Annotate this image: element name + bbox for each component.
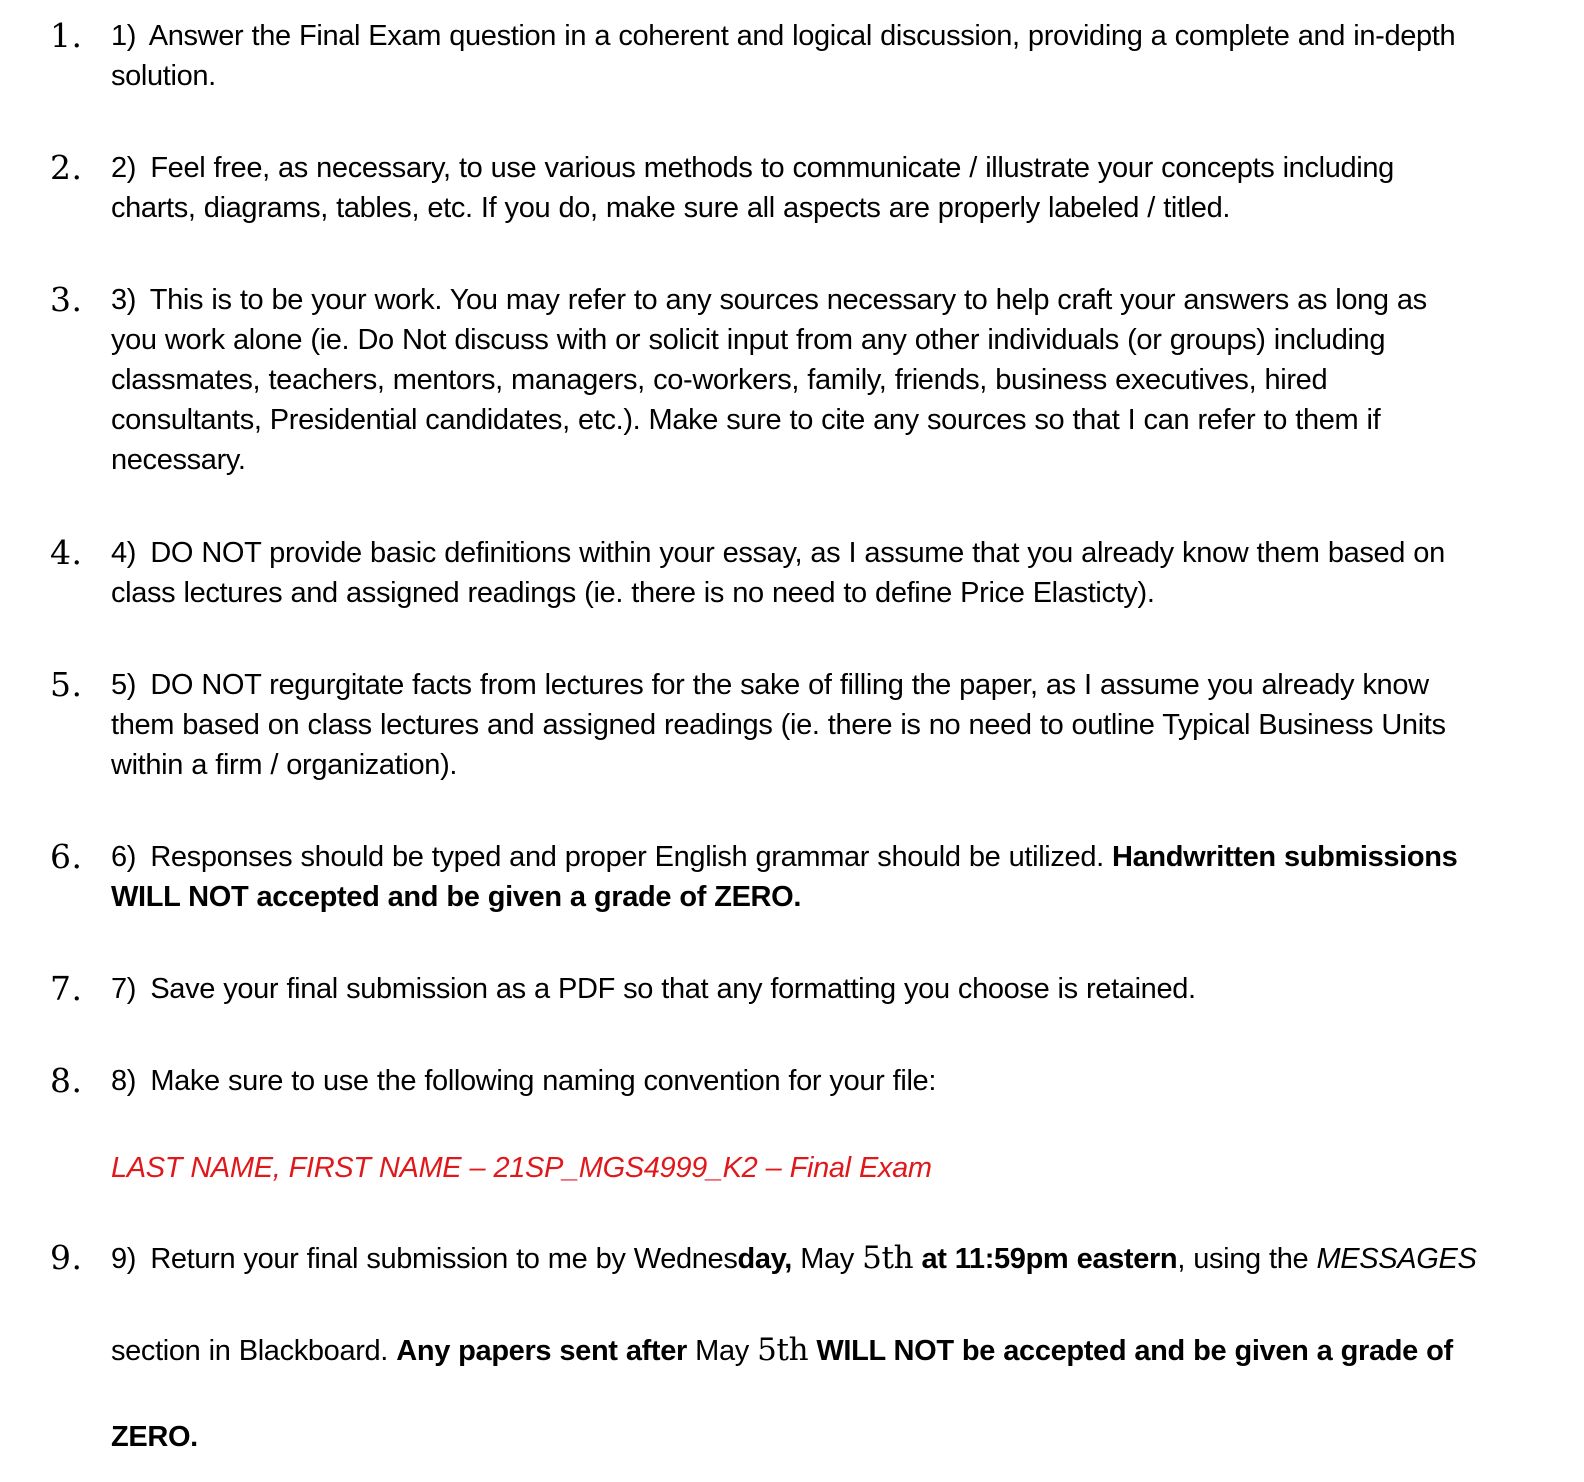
item-text	[111, 837, 1551, 917]
item-number: 9.	[50, 1238, 83, 1277]
item-9-line-2	[111, 1330, 1551, 1371]
file-naming-convention: LAST NAME, FIRST NAME – 21SP_MGS4999_K2 – Final Exam	[111, 1152, 932, 1184]
item-9-line-3: ZERO.	[111, 1421, 198, 1453]
item-line-bold: WILL NOT accepted and be given a grade of ZERO.	[111, 881, 802, 913]
item-text	[111, 969, 1551, 1009]
item-text-segment: , using the	[1177, 1243, 1317, 1275]
item-text	[111, 1061, 1551, 1101]
item-text	[111, 533, 1551, 613]
item-line: consultants, Presidential candidates, etc.). Make sure to cite any sources so that I can refer to them if	[111, 404, 1381, 436]
item-number: 7.	[50, 969, 83, 1008]
item-line: Feel free, as necessary, to use various methods to communicate / illustrate your concepts including	[150, 152, 1394, 184]
item-text	[111, 665, 1551, 785]
item-prefix: 6)	[111, 841, 137, 873]
item-line: DO NOT provide basic definitions within your essay, as I assume that you already know them based on	[150, 537, 1445, 569]
messages-section-name: MESSAGES	[1316, 1243, 1477, 1275]
item-number: 5.	[50, 665, 83, 704]
item-number: 2.	[50, 148, 83, 187]
item-line: class lectures and assigned readings (ie. there is no need to define Price Elasticty).	[111, 577, 1155, 609]
item-number: 6.	[50, 837, 83, 876]
item-number: 1.	[50, 16, 83, 55]
item-prefix: 4)	[111, 537, 137, 569]
item-text	[111, 148, 1551, 228]
item-number: 3.	[50, 280, 83, 319]
item-prefix: 9)	[111, 1243, 137, 1275]
item-line: solution.	[111, 60, 216, 92]
item-prefix: 7)	[111, 973, 137, 1005]
item-text-segment: May	[686, 1335, 758, 1367]
item-text-bold: day,	[737, 1243, 792, 1275]
item-line: Answer the Final Exam question in a coherent and logical discussion, providing a complete and in-depth	[148, 20, 1456, 52]
item-prefix: 5)	[111, 669, 137, 701]
item-text	[111, 16, 1551, 96]
item-text-segment: May	[791, 1243, 863, 1275]
due-time: at 11:59pm eastern	[913, 1243, 1178, 1275]
item-line: DO NOT regurgitate facts from lectures for the sake of filling the paper, as I assume you already know	[150, 669, 1429, 701]
item-line-bold: Handwritten submissions	[1112, 841, 1458, 873]
item-line: This is to be your work. You may refer to any sources necessary to help craft your answers as long as	[149, 284, 1427, 316]
item-text	[111, 1238, 1551, 1279]
item-prefix: 8)	[111, 1065, 137, 1097]
item-line: you work alone (ie. Do Not discuss with or solicit input from any other individuals (or groups) including	[111, 324, 1386, 356]
item-line: Responses should be typed and proper English grammar should be utilized.	[150, 841, 1104, 873]
item-text-bold: WILL NOT be accepted and be given a grade of	[808, 1335, 1453, 1367]
item-line: Save your final submission as a PDF so that any formatting you choose is retained.	[150, 973, 1196, 1005]
item-text	[111, 280, 1551, 480]
item-number: 8.	[50, 1061, 83, 1100]
item-line: within a firm / organization).	[111, 749, 458, 781]
due-date: 5th	[757, 1332, 809, 1368]
item-text-segment: Return your final submission to me by Wednes	[150, 1243, 738, 1275]
item-line: them based on class lectures and assigned readings (ie. there is no need to outline Typical Business Units	[111, 709, 1446, 741]
item-line: Make sure to use the following naming convention for your file:	[150, 1065, 937, 1097]
item-line: necessary.	[111, 444, 246, 476]
item-line: charts, diagrams, tables, etc. If you do, make sure all aspects are properly labeled / titled.	[111, 192, 1231, 224]
item-prefix: 3)	[111, 284, 137, 316]
item-prefix: 2)	[111, 152, 137, 184]
item-number: 4.	[50, 533, 83, 572]
item-line: classmates, teachers, mentors, managers, co-workers, family, friends, business executives, hired	[111, 364, 1328, 396]
item-text-segment: section in Blackboard.	[111, 1335, 397, 1367]
due-date: 5th	[862, 1240, 914, 1276]
item-prefix: 1)	[111, 20, 137, 52]
item-text-bold: Any papers sent after	[396, 1335, 687, 1367]
